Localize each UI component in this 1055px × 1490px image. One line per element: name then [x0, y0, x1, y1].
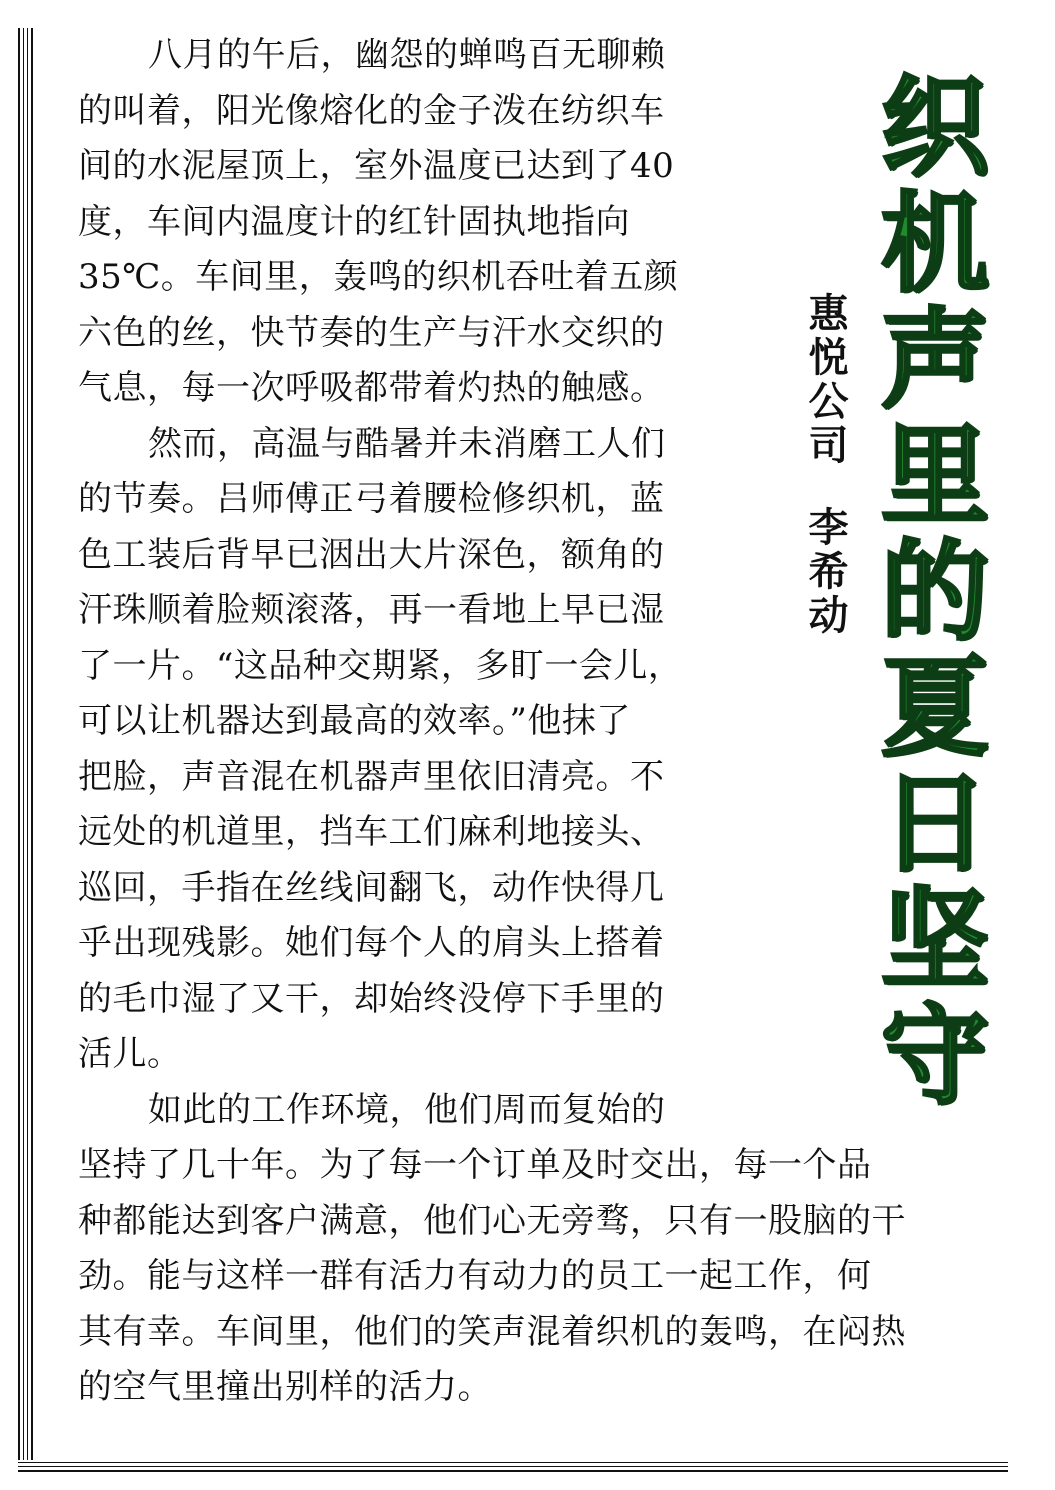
paragraph-3-line: 劲。能与这样一群有活力有动力的员工一起工作，何: [78, 1256, 872, 1296]
title-char: 机: [880, 181, 989, 307]
border-rule: [31, 28, 33, 1460]
title-char: 的: [880, 529, 989, 655]
border-rule: [18, 1466, 1008, 1467]
byline: [796, 292, 848, 638]
paragraph-2-line: 然而，高温与酷暑并未消磨工人们: [148, 423, 666, 464]
paragraph-2-line: 可以让机器达到最高的效率。”他抹了: [78, 701, 631, 741]
title-char: 里: [880, 413, 989, 539]
byline-author: 李希动: [802, 506, 848, 638]
paragraph-1-line: 的叫着，阳光像熔化的金子泼在纺织车: [78, 90, 665, 131]
title-char: 守: [880, 993, 989, 1119]
paragraph-2-line: 把脸，声音混在机器声里依旧清亮。不: [78, 756, 665, 797]
article-body: [78, 28, 906, 1416]
border-rule: [18, 1462, 1008, 1463]
byline-company: 惠悦公司: [802, 292, 848, 468]
paragraph-1-line: 气息，每一次呼吸都带着灼热的触感。: [78, 368, 665, 408]
title-char: 声: [880, 297, 989, 423]
paragraph-2-line: 了一片。“这品种交期紧，多盯一会儿，: [78, 645, 683, 686]
paragraph-2-line: 巡回，手指在丝线间翻飞，动作快得几: [78, 867, 665, 908]
paragraph-3-line: 的空气里撞出别样的活力。: [78, 1367, 492, 1407]
paragraph-2-line: 的毛巾湿了又干，却始终没停下手里的: [78, 978, 665, 1019]
paragraph-1-line: 度，车间内温度计的红针固执地指向: [78, 201, 630, 242]
article-title: [870, 65, 1000, 1119]
paragraph-2-line: 远处的机道里，挡车工们麻利地接头、: [78, 812, 665, 852]
title-char: 日: [880, 761, 989, 887]
border-rule: [23, 28, 24, 1460]
paragraph-3-line: 坚持了几十年。为了每一个订单及时交出，每一个品: [78, 1145, 872, 1185]
paragraph-2-line: 色工装后背早已洇出大片深色，额角的: [78, 534, 665, 575]
title-char: 织: [880, 65, 989, 191]
border-rule: [18, 28, 20, 1460]
paragraph-2-line: 汗珠顺着脸颊滚落，再一看地上早已湿: [78, 590, 665, 630]
paragraph-1-line: 八月的午后，幽怨的蝉鸣百无聊赖: [148, 35, 666, 75]
paragraph-3-line: 种都能达到客户满意，他们心无旁骛，只有一股脑的干: [78, 1200, 906, 1241]
paragraph-3-line: 如此的工作环境，他们周而复始的: [148, 1089, 666, 1130]
border-rule: [27, 28, 28, 1460]
paragraph-2-line: 活儿。: [78, 1034, 182, 1074]
title-char: 坚: [880, 877, 989, 1003]
title-char: 夏: [880, 645, 989, 771]
paragraph-2-line: 的节奏。吕师傅正弓着腰检修织机，蓝: [78, 479, 665, 519]
paragraph-1-line: 35℃。车间里，轰鸣的织机吞吐着五颜: [78, 257, 679, 297]
border-rule: [18, 1470, 1008, 1472]
paragraph-1-line: 六色的丝，快节奏的生产与汗水交织的: [78, 312, 665, 353]
paragraph-3-line: 其有幸。车间里，他们的笑声混着织机的轰鸣，在闷热: [78, 1311, 906, 1352]
paragraph-1-line: 间的水泥屋顶上，室外温度已达到了40: [78, 146, 675, 186]
paragraph-2-line: 乎出现残影。她们每个人的肩头上搭着: [78, 923, 665, 963]
